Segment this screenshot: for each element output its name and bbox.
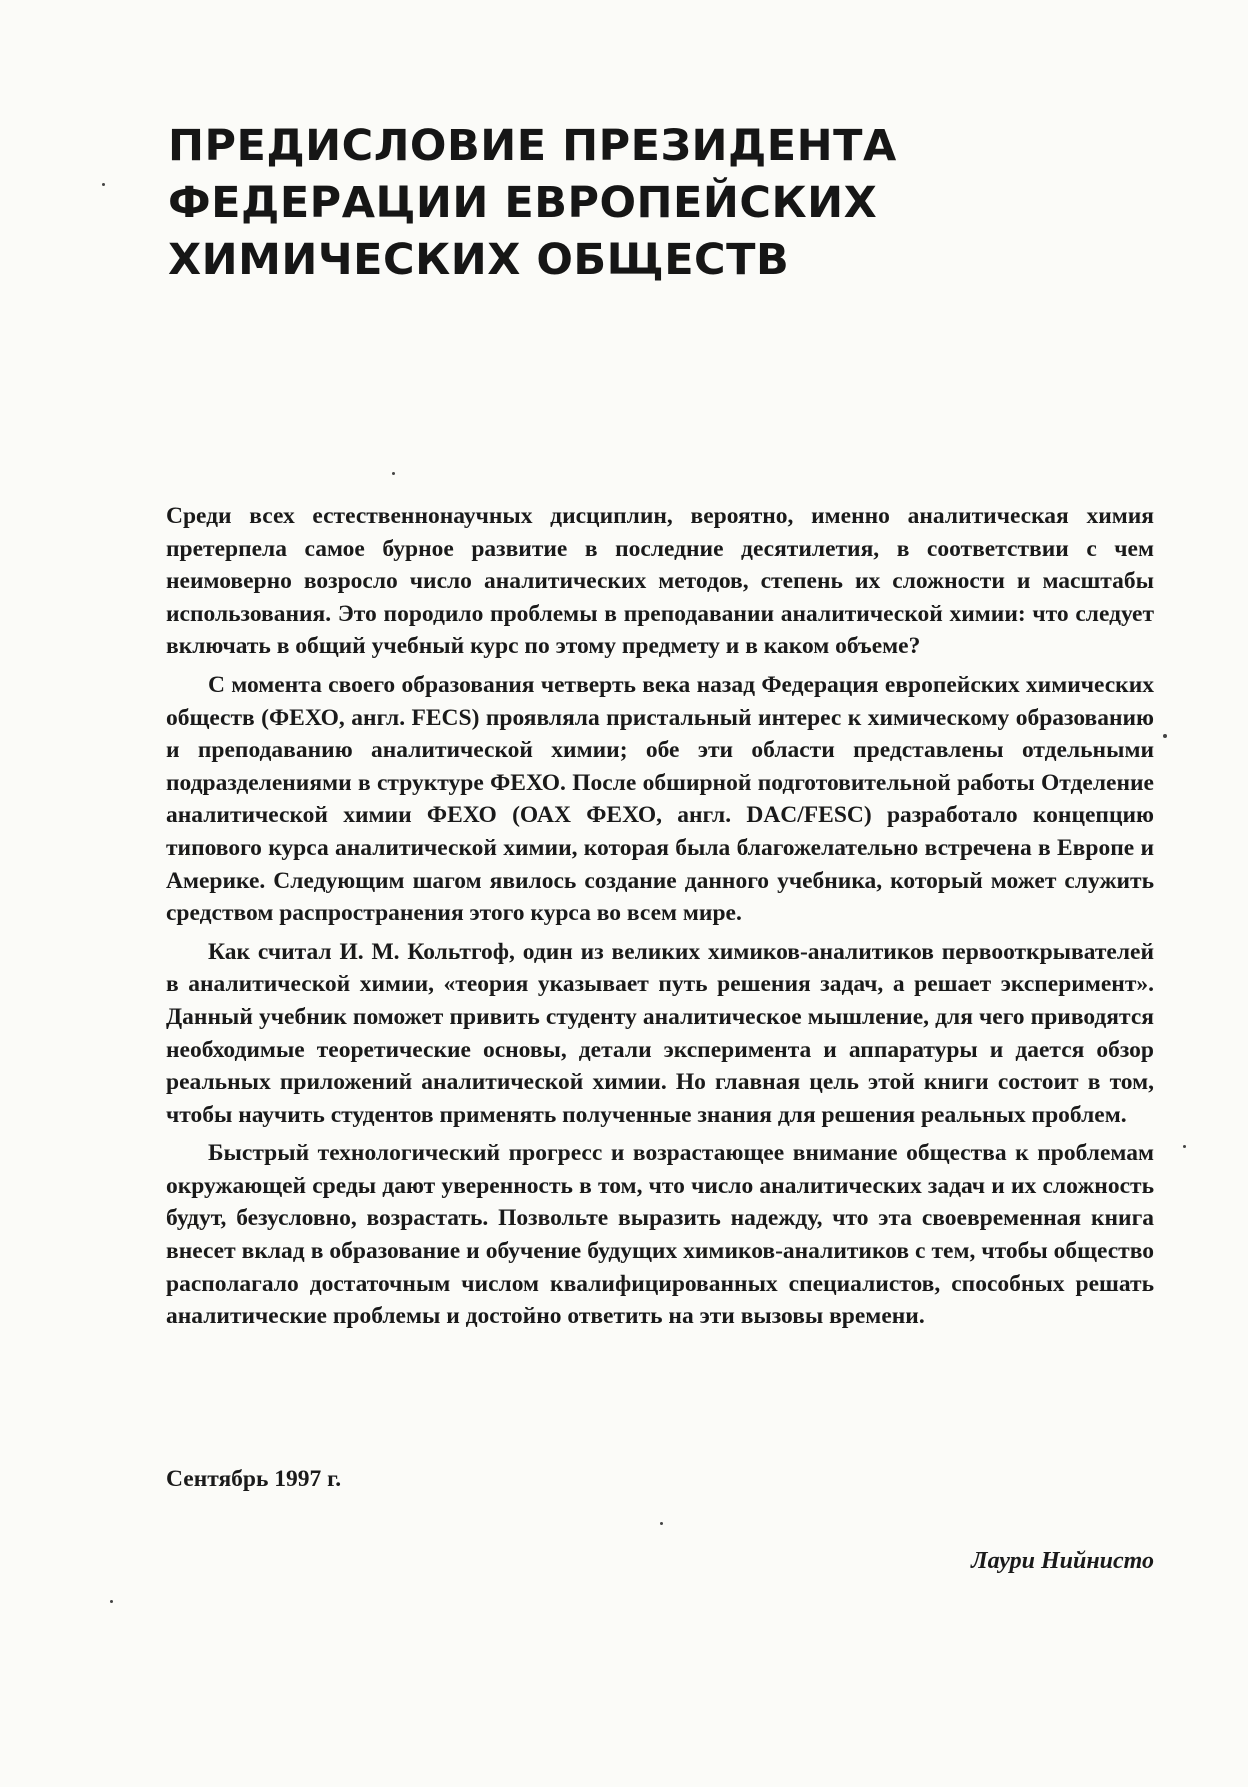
title-line-2: ФЕДЕРАЦИИ ЕВРОПЕЙСКИХ [168, 178, 878, 228]
scan-speck [110, 1600, 113, 1603]
scan-speck [102, 183, 105, 186]
page-title [168, 118, 1068, 289]
scan-speck [1183, 1145, 1186, 1148]
author-signature: Лаури Нийнисто [971, 1548, 1154, 1574]
paragraph-4: Быстрый технологический прогресс и возрастающее внимание общества к проблемам окружающей среды дают уверенность в том, что число аналитических задач и их сложность будут, безусловно, возрастать. Позвольте выразить надежду, что эта своевременная книга внесет вклад в образование и обучение будущих химиков-аналитиков с тем, чтобы общество располагало достаточным числом квалифицированных специалистов, способных решать аналитические проблемы и достойно ответить на эти вызовы времени. [166, 1140, 1154, 1330]
scan-speck [392, 472, 395, 475]
title-line-3: ХИМИЧЕСКИХ ОБЩЕСТВ [168, 235, 790, 285]
scan-speck [1163, 734, 1167, 738]
paragraph-3: Как считал И. М. Кольтгоф, один из великих химиков-аналитиков первооткрывателей в аналитической химии, «теория указывает путь решения задач, а решает эксперимент». Данный учебник поможет привить студенту аналитическое мышление, для чего приводятся необходимые теоретические основы, детали эксперимента и аппаратуры и дается обзор реальных приложений аналитической химии. Но главная цель этой книги состоит в том, чтобы научить студентов применять полученные знания для решения реальных проблем. [166, 938, 1154, 1128]
paragraph-2: С момента своего образования четверть века назад Федерация европейских химических обществ (ФЕХО, англ. FECS) проявляла пристальный интерес к химическому образованию и преподаванию аналитической химии; обе эти области представлены отдельными подразделениями в структуре ФЕХО. После обширной подготовительной работы Отделение аналитической химии ФЕХО (ОАХ ФЕХО, англ. DAC/FESC) разработало концепцию типового курса аналитической химии, которая была благожелательно встречена в Европе и Америке. Следующим шагом явилось создание данного учебника, который может служить средством распространения этого курса во всем мире. [166, 671, 1154, 927]
date-line: Сентябрь 1997 г. [166, 1466, 342, 1492]
body-text [166, 500, 1154, 1339]
paragraph-1: Среди всех естественнонаучных дисциплин, вероятно, именно аналитическая химия претерпела самое бурное развитие в последние десятилетия, в соответствии с чем неимоверно возросло число аналитических методов, степень их сложности и масштабы использования. Это породило проблемы в преподавании аналитической химии: что следует включать в общий учебный курс по этому предмету и в каком объеме? [166, 503, 1154, 660]
title-line-1: ПРЕДИСЛОВИЕ ПРЕЗИДЕНТА [168, 121, 897, 171]
scan-speck [660, 1522, 663, 1525]
